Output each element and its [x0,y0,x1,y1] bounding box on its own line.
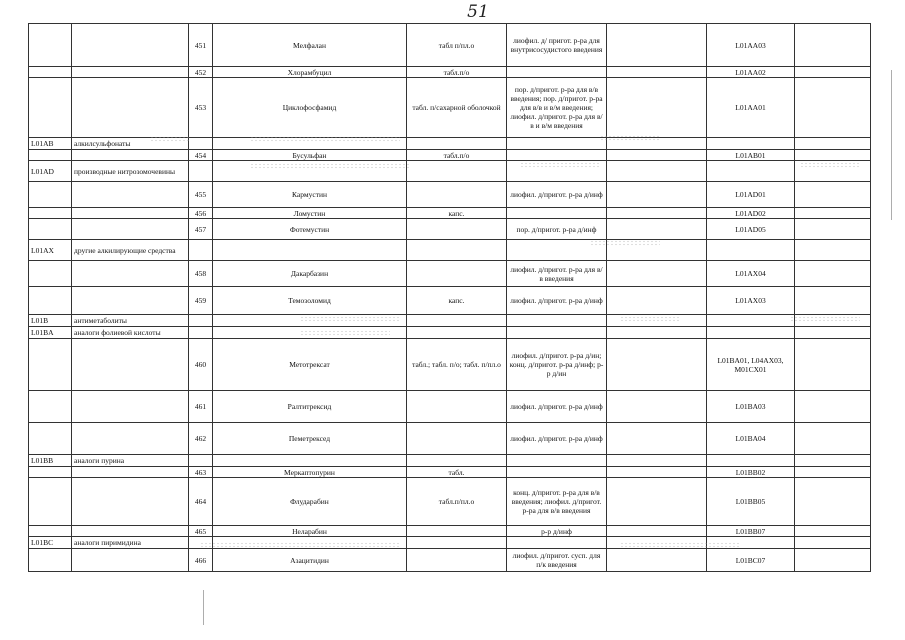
empty-cell [607,287,707,315]
scan-noise [200,542,400,548]
drug-number-cell: 453 [189,78,213,138]
atc-group-code-cell [29,526,72,537]
dosage-form-extra-cell: р-р д/инф [507,526,607,537]
drug-name-cell: Меркаптопурин [213,467,407,478]
drug-number-cell: 459 [189,287,213,315]
drug-number-cell: 465 [189,526,213,537]
dosage-form-cell: табл.п/о [407,150,507,161]
atc-code-cell: L01AD02 [707,208,795,219]
drug-row [29,467,871,478]
dosage-form-extra-cell: конц. д/пригот. р-ра для в/в введения; лиофил. д/пригот. р-ра для в/в введения [507,478,607,526]
dosage-form-cell: капс. [407,287,507,315]
atc-group-code-cell [29,339,72,391]
atc-group-code-cell [29,78,72,138]
atc-group-code-cell [29,467,72,478]
scan-noise [520,162,600,168]
atc-group-code-cell [29,478,72,526]
empty-cell [795,138,871,150]
atc-code-cell: L01BA04 [707,423,795,455]
atc-code-cell [707,327,795,339]
page-number: 51 [467,2,489,22]
atc-group-name-cell [72,467,189,478]
atc-group-code-cell [29,67,72,78]
atc-group-name-cell [72,219,189,240]
empty-cell [795,182,871,208]
atc-group-code-cell: L01BC [29,537,72,549]
empty-cell [795,327,871,339]
empty-cell [607,339,707,391]
scan-line [891,70,892,220]
drug-row [29,526,871,537]
drug-row [29,549,871,572]
atc-group-code-cell: L01AX [29,240,72,261]
empty-cell [607,219,707,240]
drug-number-cell: 463 [189,467,213,478]
dosage-form-extra-cell [507,327,607,339]
group-row [29,240,871,261]
atc-code-cell: L01AB01 [707,150,795,161]
atc-code-cell: L01BC07 [707,549,795,572]
group-row [29,327,871,339]
atc-group-name-cell [72,78,189,138]
drug-number-cell [189,138,213,150]
scan-noise [590,240,660,246]
drug-number-cell: 466 [189,549,213,572]
atc-code-cell: L01AA03 [707,24,795,67]
drug-row [29,261,871,287]
atc-group-name-cell [72,391,189,423]
dosage-form-extra-cell [507,537,607,549]
atc-group-code-cell: L01B [29,315,72,327]
drug-name-cell: Азацитидин [213,549,407,572]
atc-group-name-cell [72,549,189,572]
drug-name-cell: Флударабин [213,478,407,526]
dosage-form-cell [407,455,507,467]
empty-cell [795,455,871,467]
empty-cell [607,467,707,478]
drug-number-cell: 454 [189,150,213,161]
empty-cell [795,150,871,161]
empty-cell [795,240,871,261]
drug-name-cell: Циклофосфамид [213,78,407,138]
empty-cell [795,549,871,572]
empty-cell [607,478,707,526]
table-body [29,24,871,572]
dosage-form-cell [407,161,507,182]
dosage-form-extra-cell [507,208,607,219]
atc-code-cell: L01AX04 [707,261,795,287]
drug-row [29,219,871,240]
dosage-form-cell [407,526,507,537]
drug-number-cell [189,455,213,467]
dosage-form-extra-cell: лиофил. д/пригот. р-ра для в/в введения [507,261,607,287]
dosage-form-cell: табл. [407,467,507,478]
drug-registry-table [28,23,871,572]
drug-row [29,182,871,208]
drug-name-cell: Ломустин [213,208,407,219]
dosage-form-extra-cell: лиофил. д/пригот. р-ра д/инф [507,287,607,315]
atc-group-name-cell [72,67,189,78]
drug-row [29,67,871,78]
drug-name-cell [213,455,407,467]
atc-group-code-cell: L01BA [29,327,72,339]
empty-cell [607,526,707,537]
scan-noise [790,316,860,322]
empty-cell [795,391,871,423]
empty-cell [607,182,707,208]
dosage-form-cell [407,138,507,150]
drug-number-cell: 460 [189,339,213,391]
atc-group-name-cell [72,423,189,455]
atc-code-cell: L01BB07 [707,526,795,537]
dosage-form-cell: табл. п/сахарной оболочкой [407,78,507,138]
dosage-form-cell [407,219,507,240]
dosage-form-cell [407,182,507,208]
drug-row [29,423,871,455]
atc-group-name-cell [72,182,189,208]
drug-name-cell: Пеметрексед [213,423,407,455]
empty-cell [607,327,707,339]
drug-name-cell: Хлорамбуцил [213,67,407,78]
scan-line [203,590,204,625]
empty-cell [795,339,871,391]
atc-code-cell: L01AX03 [707,287,795,315]
scan-noise [600,135,660,141]
atc-code-cell: L01AD05 [707,219,795,240]
drug-row [29,391,871,423]
group-row [29,161,871,182]
atc-code-cell [707,240,795,261]
scan-noise [800,162,860,168]
drug-row [29,208,871,219]
empty-cell [607,67,707,78]
dosage-form-cell [407,549,507,572]
atc-group-code-cell [29,549,72,572]
atc-group-name-cell [72,526,189,537]
empty-cell [795,219,871,240]
empty-cell [607,208,707,219]
drug-row [29,150,871,161]
drug-name-cell: Фотемустин [213,219,407,240]
drug-number-cell [189,327,213,339]
drug-name-cell: Дакарбазин [213,261,407,287]
dosage-form-extra-cell: пор. д/пригот. р-ра для в/в введения; пор. д/пригот. р-ра для в/в и в/м введения; лиофил. д/пригот. р-ра для в/в и в/м введения [507,78,607,138]
empty-cell [795,467,871,478]
dosage-form-cell: табл.п/пл.о [407,478,507,526]
atc-group-code-cell [29,219,72,240]
drug-number-cell [189,315,213,327]
drug-name-cell: Ралтитрексид [213,391,407,423]
drug-name-cell: Мелфалан [213,24,407,67]
drug-name-cell: Темозоломид [213,287,407,315]
empty-cell [607,455,707,467]
drug-number-cell: 457 [189,219,213,240]
drug-number-cell: 461 [189,391,213,423]
atc-group-code-cell [29,182,72,208]
atc-group-name-cell [72,339,189,391]
dosage-form-extra-cell: лиофил. д/пригот. р-ра д/инф [507,423,607,455]
dosage-form-extra-cell [507,138,607,150]
atc-code-cell: L01BB02 [707,467,795,478]
empty-cell [607,391,707,423]
dosage-form-extra-cell: пор. д/пригот. р-ра д/инф [507,219,607,240]
drug-name-cell [213,240,407,261]
atc-group-name-cell [72,24,189,67]
atc-code-cell: L01BA03 [707,391,795,423]
atc-group-name-cell [72,208,189,219]
scan-noise [300,330,390,336]
atc-group-name-cell [72,478,189,526]
dosage-form-cell [407,315,507,327]
atc-group-code-cell [29,391,72,423]
scan-noise [620,542,740,548]
dosage-form-cell [407,240,507,261]
dosage-form-cell: табл.п/о [407,67,507,78]
empty-cell [795,287,871,315]
group-row [29,315,871,327]
atc-code-cell [707,161,795,182]
dosage-form-extra-cell: лиофил. д/пригот. р-ра д/инф [507,391,607,423]
atc-group-name-cell [72,261,189,287]
scan-noise [250,136,400,142]
atc-group-code-cell [29,24,72,67]
empty-cell [795,478,871,526]
atc-group-name-cell: производные нитрозомочевины [72,161,189,182]
atc-code-cell: L01BA01, L04AX03, M01CX01 [707,339,795,391]
drug-name-cell: Метотрексат [213,339,407,391]
atc-group-code-cell: L01BB [29,455,72,467]
atc-code-cell: L01AA02 [707,67,795,78]
drug-number-cell [189,240,213,261]
atc-group-name-cell: алкилсульфонаты [72,138,189,150]
empty-cell [607,150,707,161]
scan-noise [300,316,400,322]
drug-row [29,339,871,391]
dosage-form-cell: табл.; табл. п/о; табл. п/пл.о [407,339,507,391]
empty-cell [607,78,707,138]
drug-row [29,24,871,67]
empty-cell [795,423,871,455]
dosage-form-extra-cell: лиофил. д/пригот. р-ра д/инф [507,182,607,208]
empty-cell [607,549,707,572]
group-row [29,455,871,467]
dosage-form-cell [407,261,507,287]
empty-cell [607,261,707,287]
dosage-form-cell: табл п/пл.о [407,24,507,67]
atc-group-name-cell [72,287,189,315]
drug-number-cell: 452 [189,67,213,78]
atc-code-cell: L01AA01 [707,78,795,138]
drug-row [29,78,871,138]
dosage-form-extra-cell: лиофил. д/ пригот. р-ра для внутрисосудистого введения [507,24,607,67]
atc-group-name-cell: аналоги фолиевой кислоты [72,327,189,339]
drug-row [29,287,871,315]
atc-group-code-cell: L01AB [29,138,72,150]
scan-noise [150,136,190,142]
dosage-form-extra-cell: лиофил. д/пригот. сусп. для п/к введения [507,549,607,572]
drug-number-cell: 464 [189,478,213,526]
atc-code-cell [707,315,795,327]
scan-noise [250,163,410,169]
dosage-form-extra-cell [507,467,607,478]
drug-number-cell [189,161,213,182]
dosage-form-cell [407,391,507,423]
atc-code-cell: L01AD01 [707,182,795,208]
scan-noise [620,316,680,322]
atc-group-name-cell: аналоги пиримидина [72,537,189,549]
drug-number-cell: 455 [189,182,213,208]
dosage-form-extra-cell [507,67,607,78]
drug-number-cell: 451 [189,24,213,67]
group-row [29,537,871,549]
empty-cell [795,526,871,537]
empty-cell [607,423,707,455]
dosage-form-cell [407,327,507,339]
atc-group-code-cell [29,261,72,287]
atc-group-code-cell [29,423,72,455]
drug-row [29,478,871,526]
empty-cell [795,67,871,78]
atc-code-cell [707,455,795,467]
atc-group-name-cell: антиметаболиты [72,315,189,327]
drug-number-cell: 456 [189,208,213,219]
empty-cell [795,208,871,219]
drug-name-cell: Бусульфан [213,150,407,161]
atc-code-cell: L01BB05 [707,478,795,526]
dosage-form-cell: капс. [407,208,507,219]
atc-group-name-cell: аналоги пурина [72,455,189,467]
atc-group-name-cell [72,150,189,161]
atc-group-code-cell [29,150,72,161]
atc-group-name-cell: другие алкилирующие средства [72,240,189,261]
empty-cell [795,24,871,67]
empty-cell [795,261,871,287]
atc-group-code-cell [29,287,72,315]
drug-number-cell: 462 [189,423,213,455]
dosage-form-extra-cell [507,455,607,467]
drug-name-cell: Кармустин [213,182,407,208]
empty-cell [795,537,871,549]
dosage-form-cell [407,537,507,549]
empty-cell [607,161,707,182]
drug-number-cell: 458 [189,261,213,287]
drug-name-cell: Неларабин [213,526,407,537]
empty-cell [795,78,871,138]
atc-group-code-cell: L01AD [29,161,72,182]
atc-group-code-cell [29,208,72,219]
dosage-form-extra-cell [507,315,607,327]
dosage-form-extra-cell [507,150,607,161]
empty-cell [607,24,707,67]
atc-code-cell [707,138,795,150]
dosage-form-extra-cell: лиофил. д/пригот. р-ра д/ин; конц. д/пригот. р-ра д/инф; р-р д/ин [507,339,607,391]
dosage-form-cell [407,423,507,455]
